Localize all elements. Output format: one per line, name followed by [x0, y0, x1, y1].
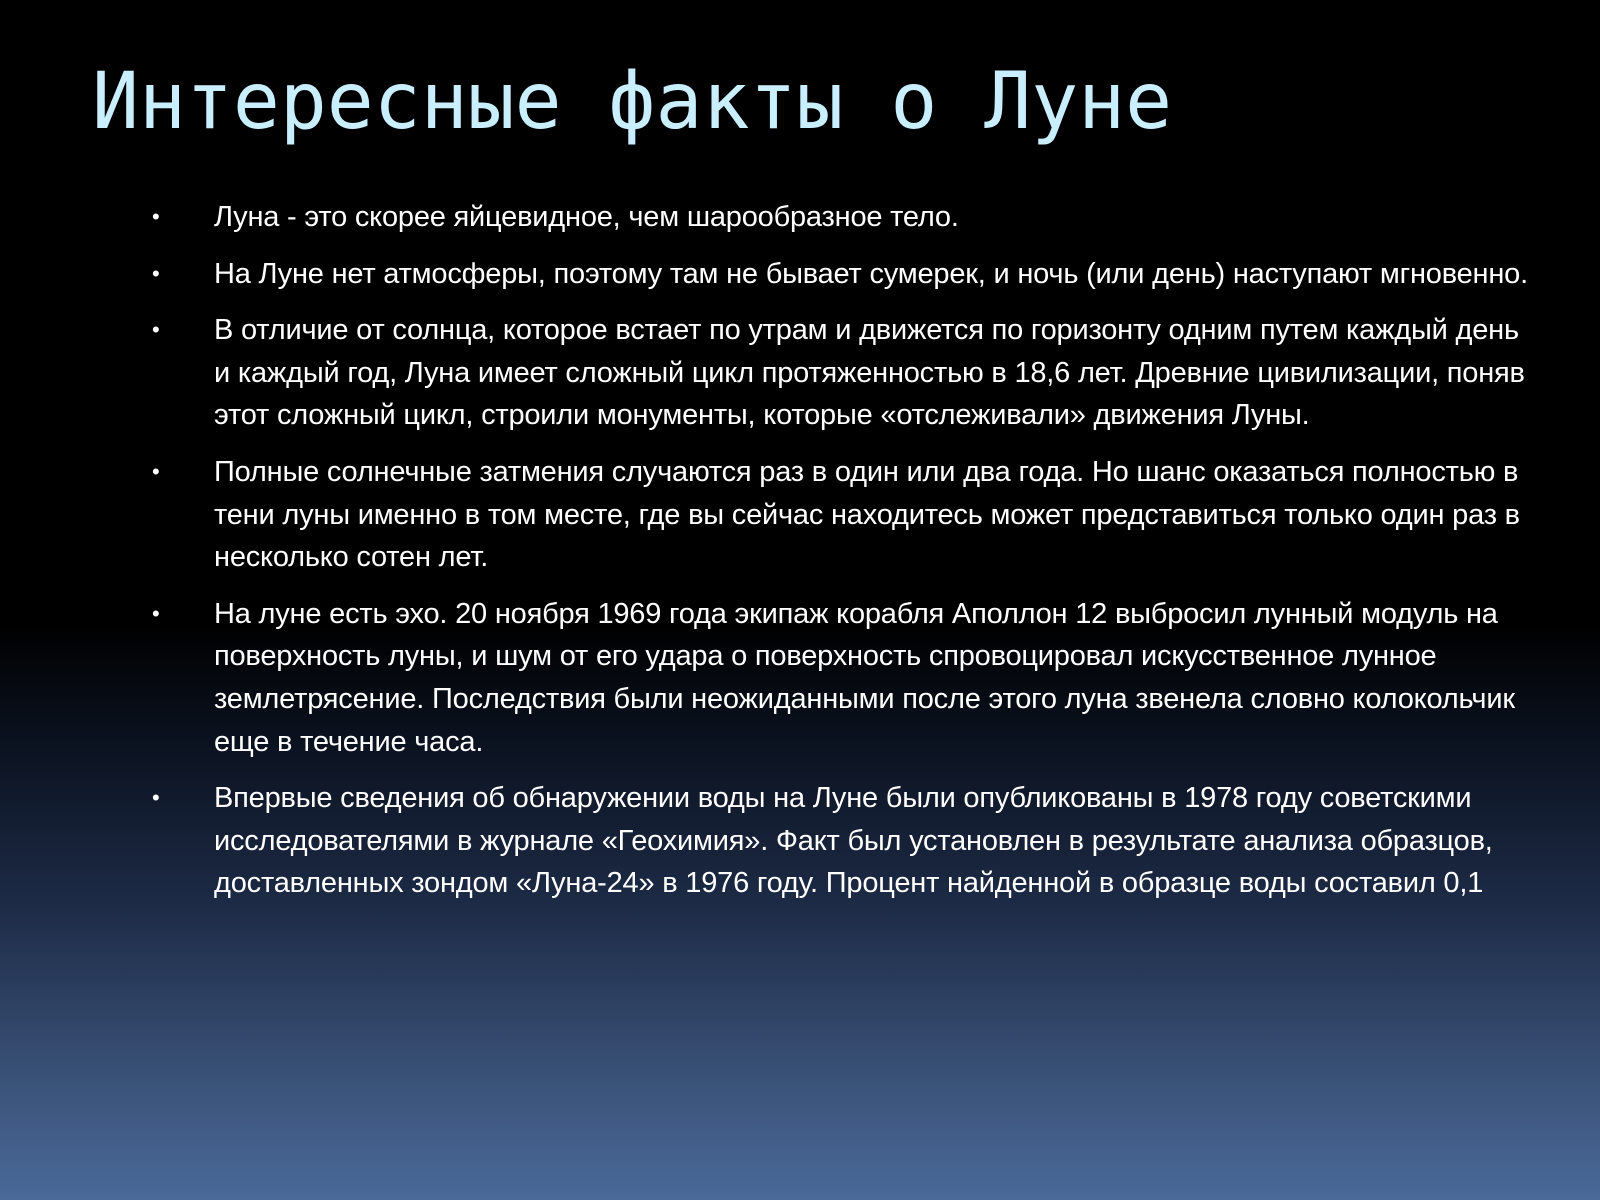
list-item: [150, 451, 1540, 579]
bullet-icon: •: [152, 785, 160, 811]
fact-text: Полные солнечные затмения случаются раз в один или два года. Но шанс оказаться полностью в тени луны именно в том месте, где вы сейчас находитесь может представиться только один раз в несколько сотен лет.: [214, 455, 1520, 574]
fact-text: Впервые сведения об обнаружении воды на Луне были опубликованы в 1978 году советскими исследователями в журнале «Геохимия». Факт был установлен в результате анализа образцов, доставленных зондом «Луна-24» в 1976 году. Процент найденной в образце воды составил 0,1: [214, 782, 1493, 900]
list-item: [150, 253, 1540, 296]
bullet-icon: •: [152, 204, 160, 229]
list-item: [150, 309, 1540, 437]
list-item: [150, 196, 1540, 239]
fact-text: На Луне нет атмосферы, поэтому там не бывает сумерек, и ночь (или день) наступают мгновенно.: [214, 257, 1528, 290]
list-item: [150, 777, 1540, 905]
facts-list: [150, 196, 1540, 919]
list-item: [150, 593, 1540, 763]
bullet-icon: •: [152, 260, 160, 286]
fact-text: В отличие от солнца, которое встает по утрам и движется по горизонту одним путем каждый день и каждый год, Луна имеет сложный цикл протяженностью в 18,6 лет. Древние цивилизации, поняв этот сложный цикл, строили монументы, которые «отслеживали» движения Луны.: [214, 314, 1525, 432]
fact-text: На луне есть эхо. 20 ноября 1969 года экипаж корабля Аполлон 12 выбросил лунный модуль на поверхность луны, и шум от его удара о поверхность спровоцировал искусственное лунное землетрясение. Последствия были неожиданными после этого луна звенела словно колокольчик еще в течение часа.: [214, 597, 1515, 758]
bullet-icon: •: [152, 317, 160, 343]
bullet-icon: •: [152, 458, 160, 484]
slide-title: Интересные факты о Луне: [92, 57, 1173, 147]
fact-text: Луна - это скорее яйцевидное, чем шарообразное тело.: [214, 201, 959, 233]
bullet-icon: •: [152, 600, 160, 626]
